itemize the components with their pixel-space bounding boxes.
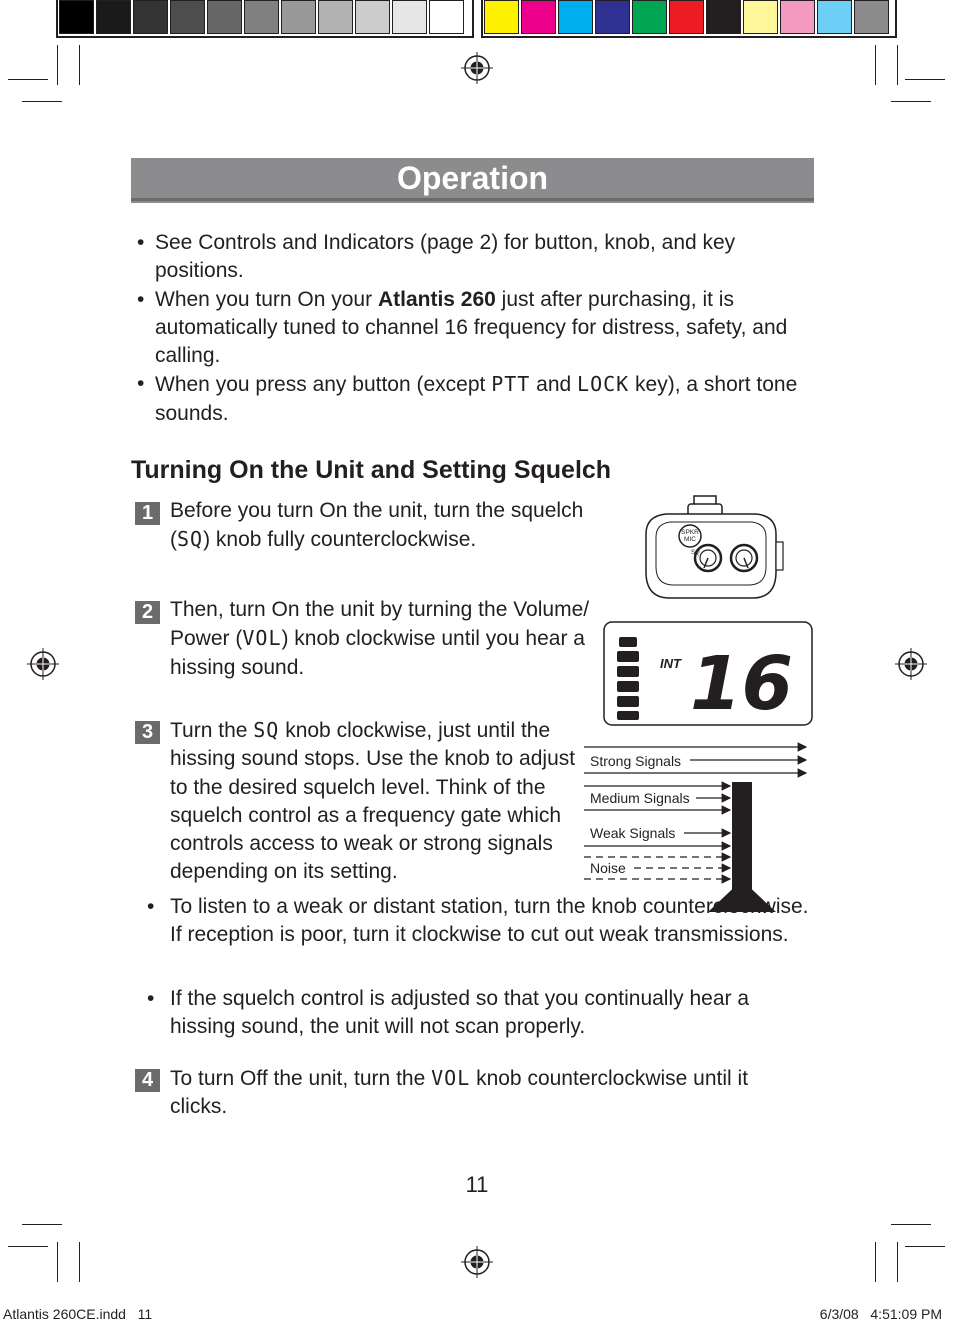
lcd-channel-number: 16	[690, 641, 793, 727]
crop-mark	[8, 79, 48, 80]
bullet-text-part: When you press any button (except	[155, 373, 492, 397]
heading-rule	[131, 201, 814, 203]
process-swatch	[632, 0, 667, 34]
sub-bullet-text: If the squelch control is adjusted so that you continually hear a hissing sound, the unit will not scan properly.	[170, 987, 750, 1039]
step-number-badge: 4	[135, 1069, 160, 1092]
step-number-badge: 1	[135, 502, 160, 525]
sub-bullet-item	[147, 985, 812, 1042]
grayscale-swatch	[318, 0, 353, 34]
grayscale-swatch	[59, 0, 94, 34]
spkr-mic-label: SPKR	[681, 529, 699, 536]
sub-bullet-text	[170, 893, 812, 950]
crop-mark	[875, 45, 876, 85]
bullet-text: See Controls and Indicators (page 2) for button, knob, and key positions.	[155, 231, 736, 283]
crop-mark	[897, 1242, 898, 1282]
grayscale-swatch	[281, 0, 316, 34]
grayscale-color-bar	[59, 0, 466, 38]
crop-mark	[891, 101, 931, 102]
process-swatch	[743, 0, 778, 34]
section-title: Turning On the Unit and Setting Squelch	[131, 456, 612, 484]
spkr-mic-label: MIC	[684, 536, 696, 543]
page-number: 11	[465, 1172, 489, 1197]
page-heading: Operation	[131, 158, 814, 201]
process-color-bar	[484, 0, 891, 38]
process-swatch	[595, 0, 630, 34]
crop-mark	[22, 101, 62, 102]
step-text-part: ) knob clockwise until you hear a hissing sound.	[170, 627, 585, 679]
grayscale-swatch	[96, 0, 131, 34]
grayscale-swatch	[355, 0, 390, 34]
crop-mark	[875, 1242, 876, 1282]
step-text	[170, 596, 632, 682]
sub-bullet-item	[147, 893, 812, 950]
step-text	[170, 716, 588, 887]
crop-mark	[57, 1242, 58, 1282]
step-text-part: Before you turn On the unit, turn the squelch (	[170, 499, 584, 552]
process-swatch	[558, 0, 593, 34]
grayscale-swatch	[133, 0, 168, 34]
bullet-text-part: key), a short tone sounds.	[155, 373, 798, 425]
strong-signals-label: Strong Signals	[590, 753, 682, 769]
registration-mark-icon	[461, 1246, 493, 1278]
step-text-part: To turn Off the unit, turn the	[170, 1067, 432, 1090]
process-swatch	[706, 0, 741, 34]
bullet-dot: •	[137, 287, 145, 311]
process-swatch	[521, 0, 556, 34]
noise-label: Noise	[590, 860, 626, 876]
bullet-text	[155, 286, 817, 371]
registration-mark-icon	[27, 648, 59, 680]
weak-signals-label: Weak Signals	[590, 825, 676, 841]
crop-mark	[79, 1242, 80, 1282]
vol-key-label: VOL	[242, 626, 282, 651]
process-swatch	[669, 0, 704, 34]
squelch-signal-diagram	[584, 742, 814, 914]
lcd-display-illustration	[603, 621, 815, 727]
bullet-item	[137, 370, 817, 428]
grayscale-swatch	[244, 0, 279, 34]
bullet-text-part: When you turn On your	[155, 287, 378, 311]
process-swatch	[780, 0, 815, 34]
crop-mark	[79, 45, 80, 85]
process-swatch	[854, 0, 889, 34]
sub-bullet-text-part: To listen to a weak or distant station, turn the knob counterclockwise. If reception is poor, turn it clockwise to cut out weak transmissions.	[170, 895, 809, 947]
crop-mark	[57, 45, 58, 85]
sq-key-label: SQ	[253, 718, 280, 742]
crop-mark	[891, 1224, 931, 1225]
sq-key-label: SQ	[177, 527, 204, 552]
product-name: Atlantis 260	[377, 287, 496, 311]
crop-mark	[22, 1224, 62, 1225]
step-text	[170, 497, 625, 555]
bullet-text	[155, 370, 817, 428]
step-text-part: Turn the	[170, 719, 254, 742]
process-swatch	[484, 0, 519, 34]
footer-timestamp: 6/3/08 4:51:09 PM	[819, 1306, 942, 1322]
lcd-mode-label: INT	[660, 656, 681, 671]
step-text	[170, 1064, 810, 1122]
registration-mark-icon	[461, 52, 493, 84]
bullet-text-part: just after purchasing, it is automatically tuned to channel 16 frequency for distress, safety, and calling.	[155, 287, 788, 368]
grayscale-swatch	[170, 0, 205, 34]
bullet-dot: •	[137, 231, 145, 254]
crop-mark	[905, 1246, 945, 1247]
step-text-part: Then, turn On the unit by turning the Volume/ Power (	[170, 598, 590, 651]
crop-mark	[8, 1246, 48, 1247]
step-number-badge: 2	[135, 601, 160, 624]
bullet-dot: •	[137, 372, 145, 396]
registration-mark-icon	[895, 648, 927, 680]
bullet-dot: •	[147, 895, 155, 918]
footer-file-name: Atlantis 260CE.indd 11	[3, 1306, 153, 1322]
bullet-item	[137, 286, 817, 371]
sq-knob-label: SQ	[691, 550, 700, 556]
step-text-part: knob counterclockwise until it clicks.	[170, 1067, 749, 1119]
bullet-text-part: and	[530, 373, 578, 397]
ptt-key-label: PTT	[491, 372, 531, 397]
process-swatch	[817, 0, 852, 34]
lock-key-label: LOCK	[577, 372, 630, 397]
vol-key-label: VOL	[431, 1066, 471, 1090]
intro-bullet-list	[137, 229, 817, 428]
bullet-item	[137, 229, 817, 286]
bullet-dot: •	[147, 987, 155, 1010]
step-text-part: ) knob fully counterclockwise.	[203, 528, 477, 552]
grayscale-swatch	[207, 0, 242, 34]
grayscale-swatch	[392, 0, 427, 34]
radio-top-illustration	[636, 492, 786, 602]
crop-mark	[905, 79, 945, 80]
medium-signals-label: Medium Signals	[590, 790, 690, 806]
step-number-badge: 3	[135, 721, 160, 744]
step-text-part: knob clockwise, just until the hissing sound stops. Use the knob to adjust to the desired squelch level. Think of the squelch control as a frequency gate which controls access to weak or strong signals depending on its setting.	[170, 719, 576, 884]
crop-mark	[897, 45, 898, 85]
grayscale-swatch	[429, 0, 464, 34]
